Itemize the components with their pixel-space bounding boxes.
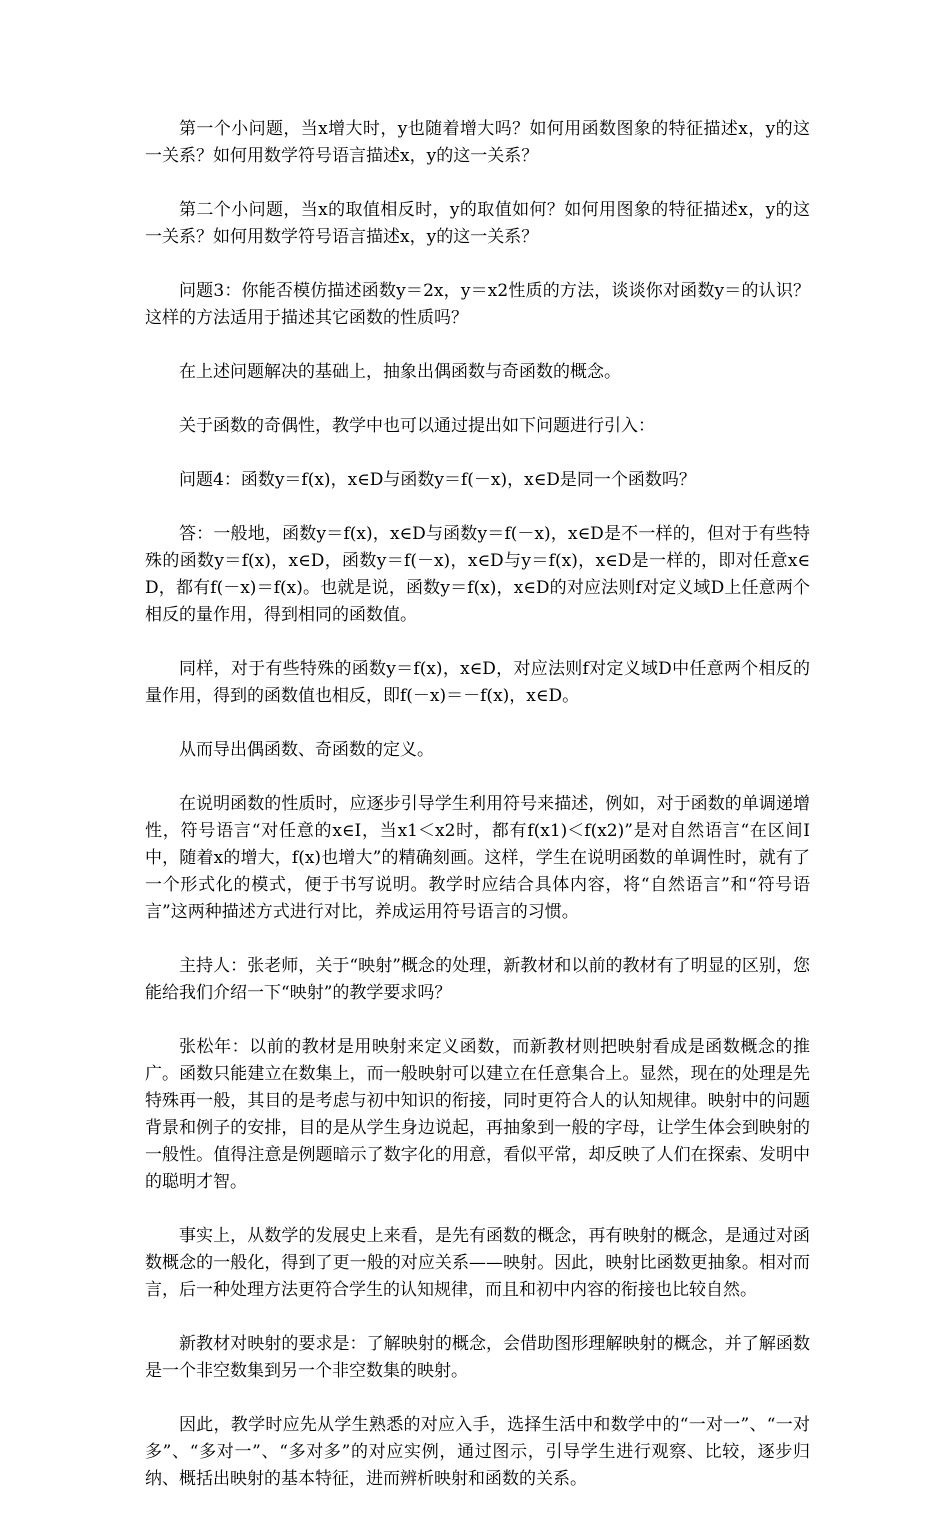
paragraph-10: 在说明函数的性质时，应逐步引导学生利用符号来描述，例如，对于函数的单调递增性，符号语言“对任意的x∈I，当x1＜x2时，都有f(x1)＜f(x2)”是对自然语言“在区间I中，随着x的增大，f(x)也增大”的精确刻画。这样，学生在说明函数的单调性时，就有了一个形式化的模式，便于书写说明。教学时应结合具体内容，将“自然语言”和“符号语言”这两种描述方式进行对比，养成运用符号语言的习惯。 xyxy=(145,794,810,922)
paragraph-5: 关于函数的奇偶性，教学中也可以通过提出如下问题进行引入： xyxy=(179,416,655,436)
document-body xyxy=(145,116,810,1520)
paragraph-2: 第二个小问题，当x的取值相反时，y的取值如何？如何用图象的特征描述x，y的这一关系？如何用数学符号语言描述x，y的这一关系？ xyxy=(145,200,810,247)
paragraph-7: 答：一般地，函数y＝f(x)，x∈D与函数y＝f(－x)，x∈D是不一样的，但对于有些特殊的函数y＝f(x)，x∈D，函数y＝f(－x)，x∈D与y＝f(x)，x∈D是一样的，即对任意x∈D，都有f(－x)＝f(x)。也就是说，函数y＝f(x)，x∈D的对应法则f对定义域D上任意两个相反的量作用，得到相同的函数值。 xyxy=(145,524,810,625)
paragraph-6: 问题4：函数y＝f(x)，x∈D与函数y＝f(－x)，x∈D是同一个函数吗？ xyxy=(179,470,696,490)
paragraph-4: 在上述问题解决的基础上，抽象出偶函数与奇函数的概念。 xyxy=(179,362,621,382)
paragraph-3: 问题3：你能否模仿描述函数y＝2x，y＝x2性质的方法，谈谈你对函数y＝的认识？这样的方法适用于描述其它函数的性质吗？ xyxy=(145,281,810,328)
paragraph-13: 事实上，从数学的发展史上来看，是先有函数的概念，再有映射的概念，是通过对函数概念的一般化，得到了更一般的对应关系——映射。因此，映射比函数更抽象。相对而言，后一种处理方法更符合学生的认知规律，而且和初中内容的衔接也比较自然。 xyxy=(145,1226,810,1300)
paragraph-9: 从而导出偶函数、奇函数的定义。 xyxy=(179,740,434,760)
paragraph-14: 新教材对映射的要求是：了解映射的概念，会借助图形理解映射的概念，并了解函数是一个非空数集到另一个非空数集的映射。 xyxy=(145,1334,810,1381)
paragraph-15: 因此，教学时应先从学生熟悉的对应入手，选择生活中和数学中的“一对一”、“一对多”、“多对一”、“多对多”的对应实例，通过图示，引导学生进行观察、比较，逐步归纳、概括出映射的基本特征，进而辨析映射和函数的关系。 xyxy=(145,1415,810,1489)
paragraph-11: 主持人：张老师，关于“映射”概念的处理，新教材和以前的教材有了明显的区别，您能给我们介绍一下“映射”的教学要求吗？ xyxy=(145,956,810,1003)
paragraph-8: 同样，对于有些特殊的函数y＝f(x)，x∈D，对应法则f对定义域D中任意两个相反的量作用，得到的函数值也相反，即f(－x)＝－f(x)，x∈D。 xyxy=(145,659,810,706)
paragraph-1: 第一个小问题，当x增大时，y也随着增大吗？如何用函数图象的特征描述x，y的这一关系？如何用数学符号语言描述x，y的这一关系？ xyxy=(145,119,810,166)
paragraph-12: 张松年：以前的教材是用映射来定义函数，而新教材则把映射看成是函数概念的推广。函数只能建立在数集上，而一般映射可以建立在任意集合上。显然，现在的处理是先特殊再一般，其目的是考虑与初中知识的衔接，同时更符合人的认知规律。映射中的问题背景和例子的安排，目的是从学生身边说起，再抽象到一般的字母，让学生体会到映射的一般性。值得注意是例题暗示了数字化的用意，看似平常，却反映了人们在探索、发明中的聪明才智。 xyxy=(145,1037,810,1192)
